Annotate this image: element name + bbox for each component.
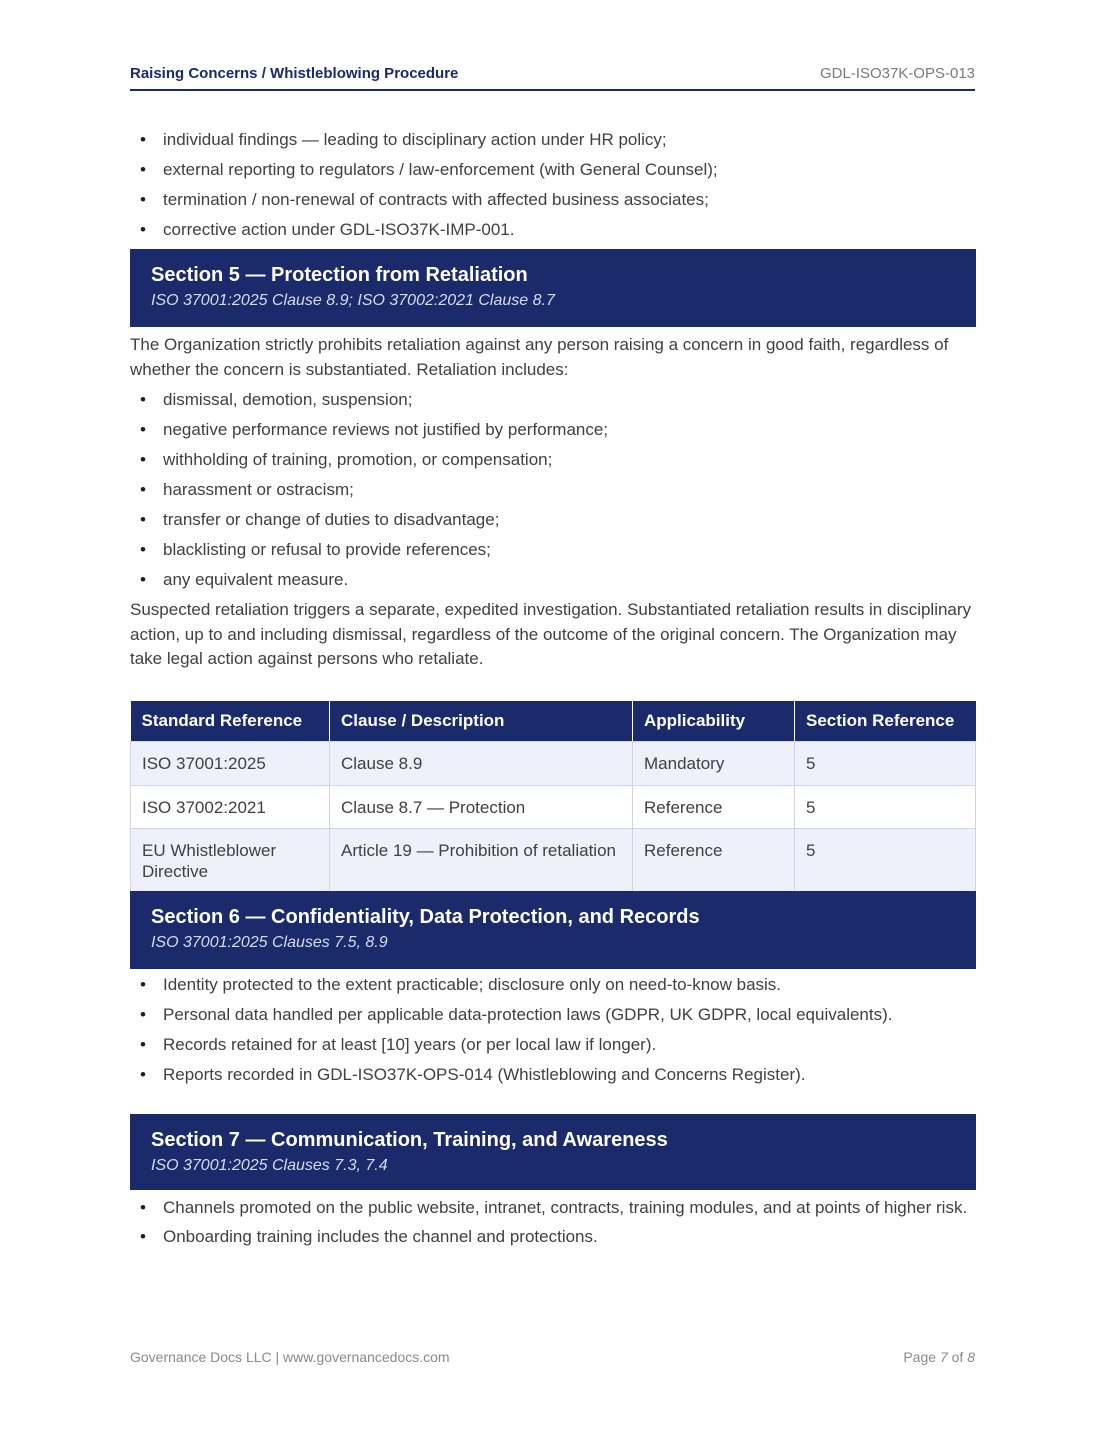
table-cell: Reference: [633, 785, 795, 828]
table-header-cell: Section Reference: [795, 701, 976, 741]
list-item: • blacklisting or refusal to provide references;: [130, 537, 975, 562]
standards-reference-table: [130, 701, 976, 893]
table-row: [131, 785, 976, 828]
table-cell: 5: [795, 785, 976, 828]
page-of: of: [951, 1349, 964, 1365]
list-item: • transfer or change of duties to disadvantage;: [130, 507, 975, 532]
page-label: Page: [903, 1349, 937, 1365]
list-item: • Onboarding training includes the channel and protections.: [130, 1224, 975, 1249]
section-subtitle: ISO 37001:2025 Clause 8.9; ISO 37002:2021 Clause 8.7: [151, 292, 555, 309]
page-current: 7: [939, 1349, 948, 1365]
list-item: • dismissal, demotion, suspension;: [130, 387, 975, 412]
list-item: • Personal data handled per applicable data-protection laws (GDPR, UK GDPR, local equivalents).: [130, 1002, 975, 1027]
table-row: [131, 741, 976, 785]
section-title: Section 6 — Confidentiality, Data Protection, and Records: [151, 906, 700, 928]
section-5-intro: The Organization strictly prohibits retaliation against any person raising a concern in good faith, regardless of whether the concern is substantiated. Retaliation includes:: [130, 335, 949, 379]
table-cell: 5: [795, 741, 976, 785]
list-item: • Records retained for at least [10] years (or per local law if longer).: [130, 1032, 975, 1057]
communication-bullet-list: [130, 1195, 975, 1249]
list-item: • withholding of training, promotion, or compensation;: [130, 447, 975, 472]
table-cell: Reference: [633, 828, 795, 892]
confidentiality-bullet-list: [130, 972, 975, 1087]
list-item: • termination / non-renewal of contracts with affected business associates;: [130, 187, 975, 212]
document-id: GDL-ISO37K-OPS-013: [819, 65, 975, 82]
document-title: Raising Concerns / Whistleblowing Procedure: [130, 65, 459, 82]
list-item: • Channels promoted on the public website, intranet, contracts, training modules, and at points of higher risk.: [130, 1195, 975, 1220]
table-row: [131, 828, 976, 892]
list-item: • individual findings — leading to disciplinary action under HR policy;: [130, 127, 975, 152]
table-cell: ISO 37001:2025: [131, 741, 330, 785]
section-title: Section 7 — Communication, Training, and Awareness: [151, 1129, 668, 1151]
table-header-cell: Clause / Description: [330, 701, 633, 741]
section-7-header: [130, 1114, 976, 1192]
page-header: [130, 63, 975, 91]
table-cell: Article 19 — Prohibition of retaliation: [330, 828, 633, 892]
list-item: • Reports recorded in GDL-ISO37K-OPS-014 (Whistleblowing and Concerns Register).: [130, 1062, 975, 1087]
table-header-cell: Applicability: [633, 701, 795, 741]
section-5-closing: Suspected retaliation triggers a separate, expedited investigation. Substantiated retaliation results in disciplinary action, up to and including dismissal, regardless of the outcome of the original concern. The Organization may take legal action against persons who retaliate.: [130, 600, 972, 668]
table-cell: Clause 8.9: [330, 741, 633, 785]
footer-page-number: [903, 1349, 975, 1365]
page-total: 8: [967, 1349, 975, 1365]
table-cell: ISO 37002:2021: [131, 785, 330, 828]
table-header-cell: Standard Reference: [131, 701, 330, 741]
section-6-header: [130, 891, 976, 969]
list-item: • any equivalent measure.: [130, 567, 975, 592]
list-item: • external reporting to regulators / law-enforcement (with General Counsel);: [130, 157, 975, 182]
list-item: • Identity protected to the extent practicable; disclosure only on need-to-know basis.: [130, 972, 975, 997]
list-item: • negative performance reviews not justified by performance;: [130, 417, 975, 442]
table-cell: Clause 8.7 — Protection: [330, 785, 633, 828]
section-subtitle: ISO 37001:2025 Clauses 7.3, 7.4: [151, 1157, 388, 1174]
section-5-header: [130, 249, 976, 327]
list-item: • harassment or ostracism;: [130, 477, 975, 502]
table-cell: Mandatory: [633, 741, 795, 785]
table-cell: EU Whistleblower Directive: [131, 828, 330, 892]
intro-bullet-list: [130, 127, 975, 242]
section-subtitle: ISO 37001:2025 Clauses 7.5, 8.9: [151, 934, 388, 951]
list-item: • corrective action under GDL-ISO37K-IMP-001.: [130, 217, 975, 242]
table-cell: 5: [795, 828, 976, 892]
footer-company: Governance Docs LLC | www.governancedocs.com: [130, 1349, 450, 1365]
section-title: Section 5 — Protection from Retaliation: [151, 264, 528, 286]
retaliation-bullet-list: [130, 387, 975, 592]
